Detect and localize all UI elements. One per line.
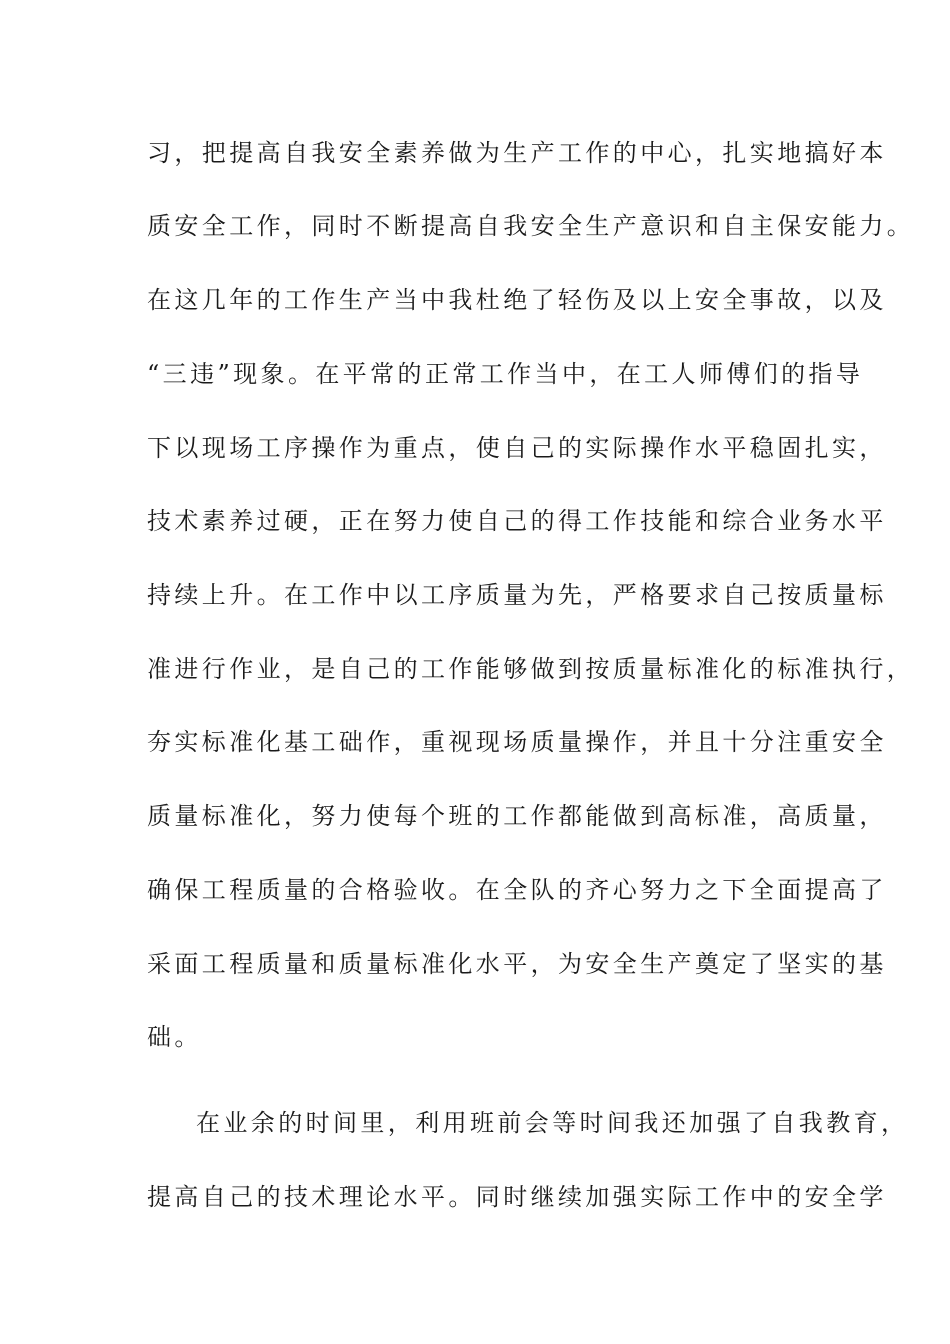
text-line: 质安全工作，同时不断提高自我安全生产意识和自主保安能力。 [147,212,915,240]
text-line: 质量标准化，努力使每个班的工作都能做到高标准，高质量， [147,802,887,830]
text-line: 确保工程质量的合格验收。在全队的齐心努力之下全面提高了 [147,876,887,904]
text-line: 在这几年的工作生产当中我杜绝了轻伤及以上安全事故，以及 [147,286,887,314]
text-line: 础。 [147,1023,202,1051]
text-line: 准进行作业，是自己的工作能够做到按质量标准化的标准执行， [147,655,915,683]
text-line: 提高自己的技术理论水平。同时继续加强实际工作中的安全学 [147,1183,887,1211]
paragraph-first-line: 在业余的时间里，利用班前会等时间我还加强了自我教育， [196,1109,909,1137]
text-line: 下以现场工序操作为重点，使自己的实际操作水平稳固扎实， [147,434,887,462]
text-line: “三违”现象。在平常的正常工作当中，在工人师傅们的指导 [147,360,864,388]
text-line: 持续上升。在工作中以工序质量为先，严格要求自己按质量标 [147,581,887,609]
text-line: 夯实标准化基工础作，重视现场质量操作，并且十分注重安全 [147,728,887,756]
text-line: 习，把提高自我安全素养做为生产工作的中心，扎实地搞好本 [147,139,887,167]
text-line: 技术素养过硬，正在努力使自己的得工作技能和综合业务水平 [147,507,887,535]
text-line: 采面工程质量和质量标准化水平，为安全生产奠定了坚实的基 [147,950,887,978]
